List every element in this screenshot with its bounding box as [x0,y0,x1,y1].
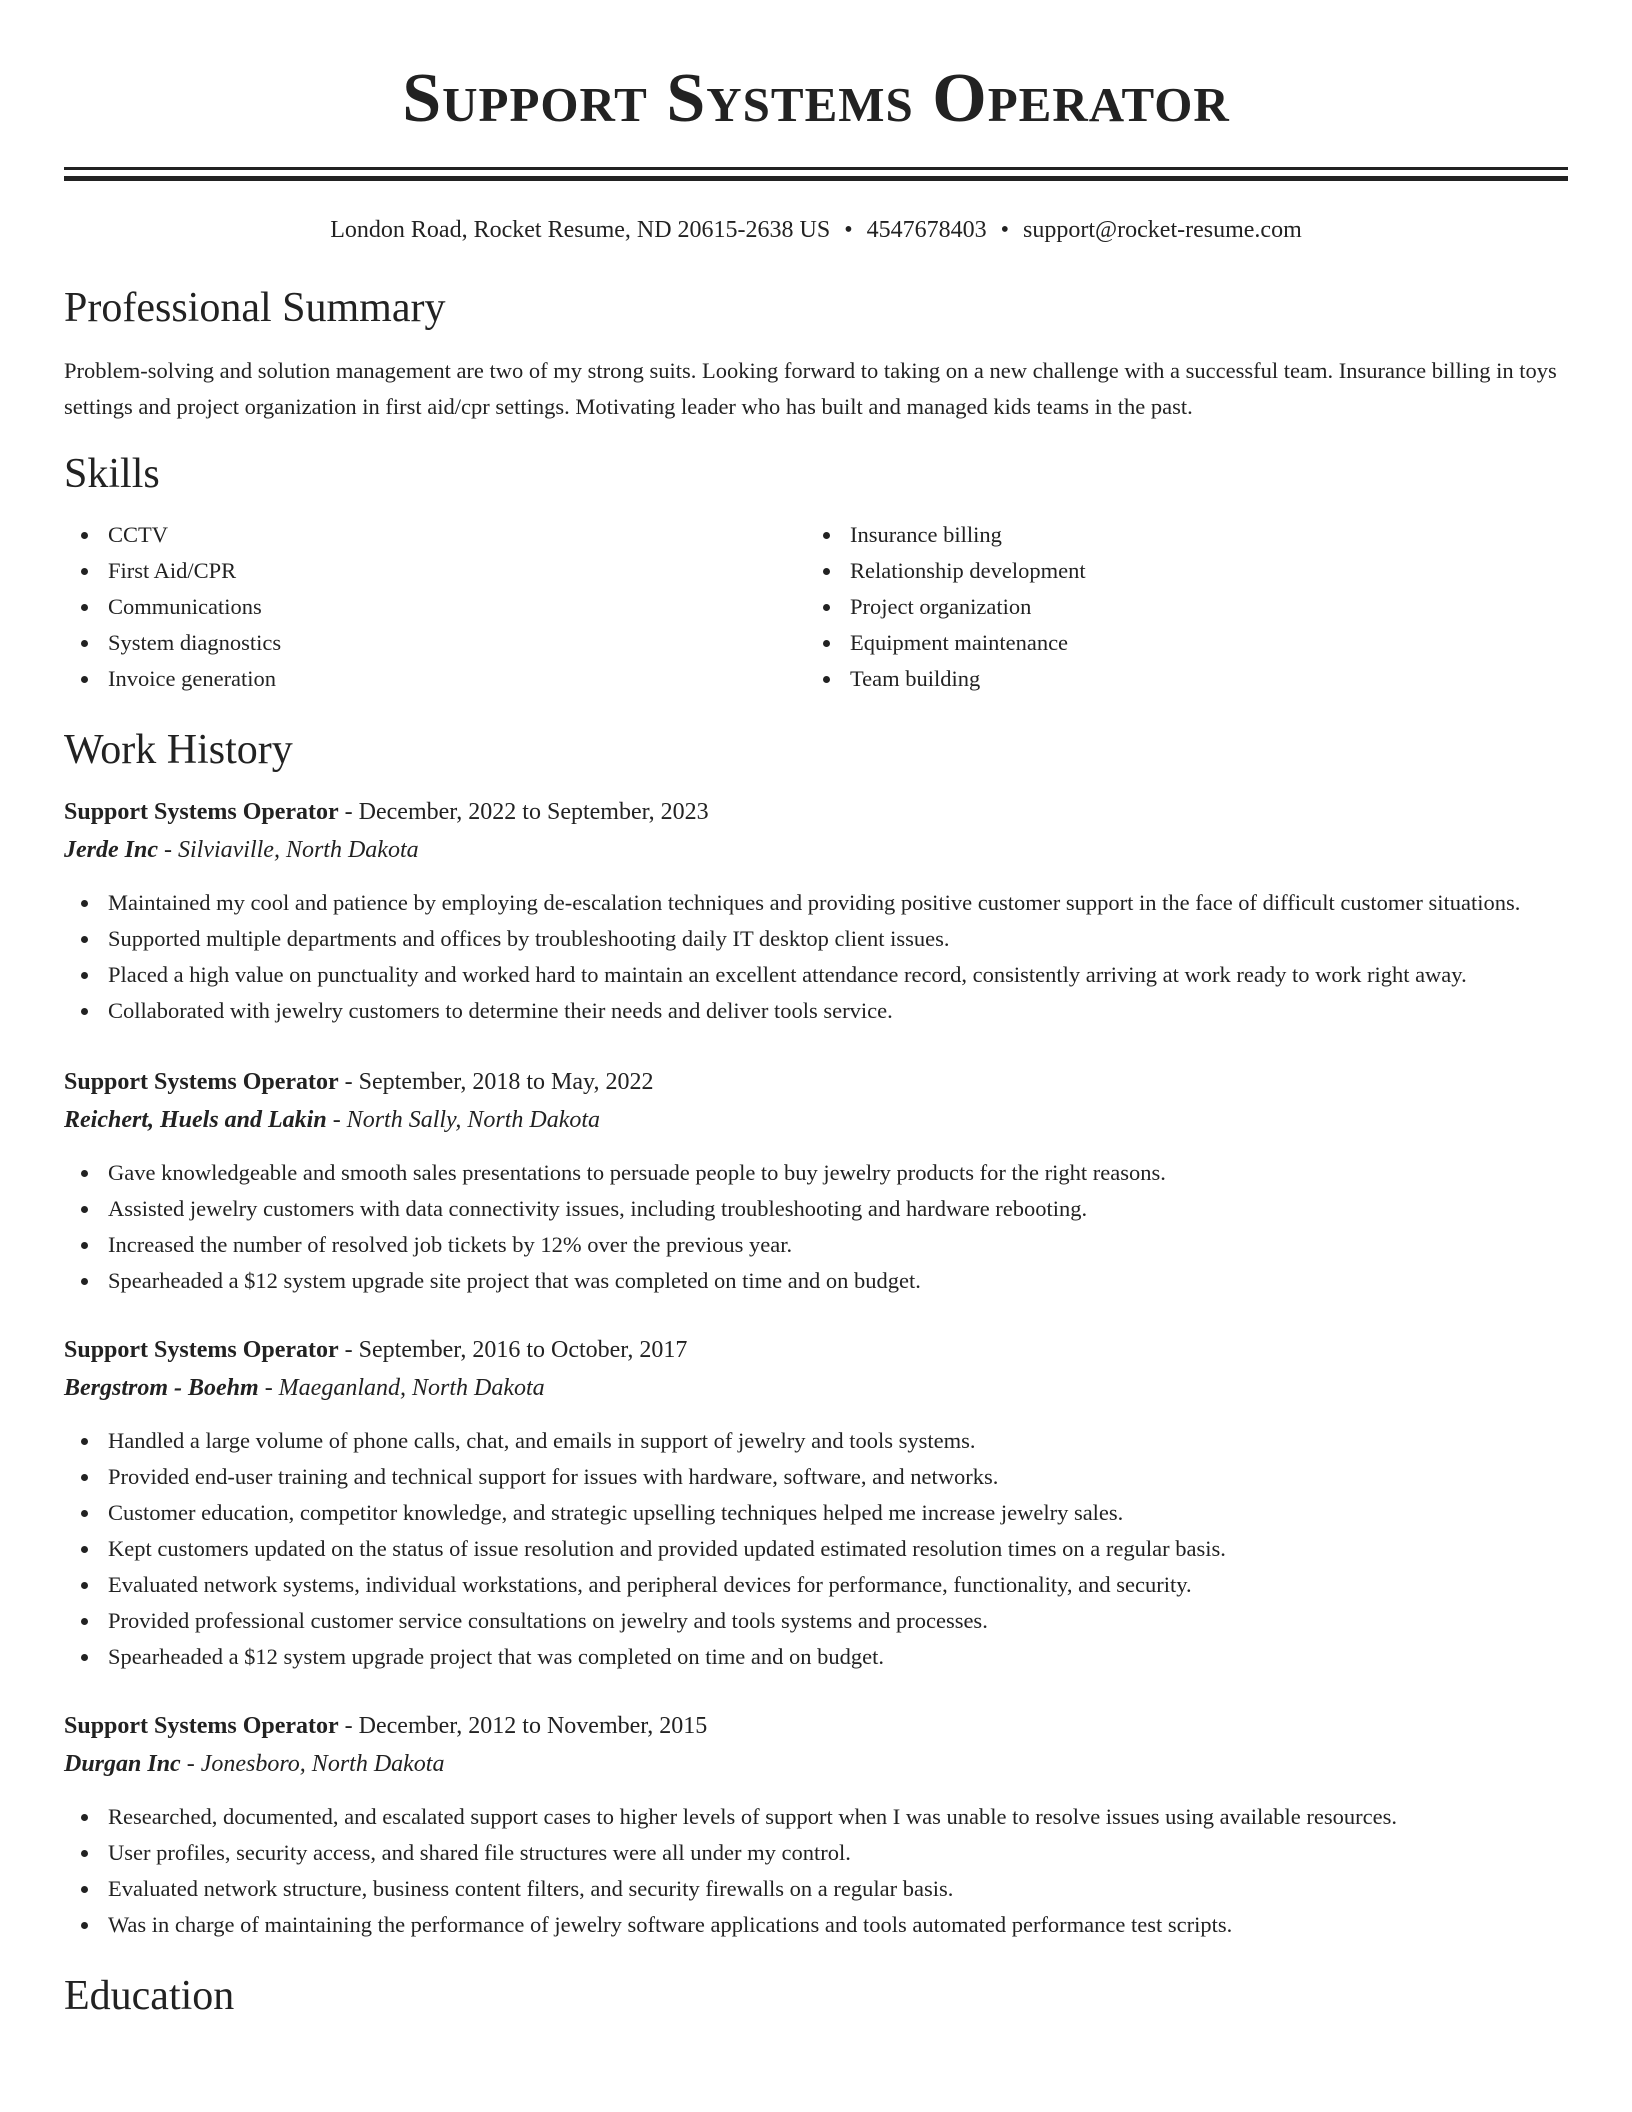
title-divider-thin [64,167,1568,170]
job-title-line [64,1707,1568,1745]
job-company: Bergstrom - Boehm [64,1375,259,1401]
job-location: - North Sally, North Dakota [332,1107,601,1133]
skill-item: Communications [64,589,806,625]
job-role: Support Systems Operator [64,799,339,825]
job-bullet: Collaborated with jewelry customers to determine their needs and deliver tools service. [64,993,1568,1029]
job-bullet: Kept customers updated on the status of issue resolution and provided updated estimated resolution times on a regular basis. [64,1531,1568,1567]
job-bullet: Assisted jewelry customers with data connectivity issues, including troubleshooting and hardware rebooting. [64,1191,1568,1227]
job-bullet: Was in charge of maintaining the performance of jewelry software applications and tools automated performance test scripts. [64,1907,1568,1943]
contact-separator: • [1000,217,1010,243]
summary-text: Problem-solving and solution management are two of my strong suits. Looking forward to taking on a new challenge with a successful team. Insurance billing in toys settings and project organization in first aid/cpr settings. Motivating leader who has built and managed kids teams in the past. [64,358,1557,419]
job-title-line [64,1331,1568,1369]
skill-item: Invoice generation [64,661,806,697]
job-company-line [64,1369,1568,1407]
job-bullets [64,1799,1568,1943]
job-dates: - December, 2022 to September, 2023 [344,799,709,825]
skill-item: Relationship development [806,553,1548,589]
job-bullet: Researched, documented, and escalated support cases to higher levels of support when I was unable to resolve issues using available resources. [64,1799,1568,1835]
summary-heading: Professional Summary [64,285,446,331]
job-company: Reichert, Huels and Lakin [64,1107,327,1133]
job-bullet: Provided professional customer service consultations on jewelry and tools systems and processes. [64,1603,1568,1639]
skill-item: Project organization [806,589,1548,625]
job-dates: - December, 2012 to November, 2015 [344,1713,708,1739]
job-role: Support Systems Operator [64,1069,339,1095]
job-location: - Maeganland, North Dakota [264,1375,545,1401]
job-title-line [64,793,1568,831]
skill-item: Team building [806,661,1548,697]
job-entry [64,1331,1568,1675]
job-company: Durgan Inc [64,1751,181,1777]
job-role: Support Systems Operator [64,1713,339,1739]
resume-page [64,0,1568,2021]
job-bullets [64,1155,1568,1299]
job-bullet: Evaluated network systems, individual workstations, and peripheral devices for performance, functionality, and security. [64,1567,1568,1603]
job-entry [64,1707,1568,1943]
job-location: - Jonesboro, North Dakota [186,1751,445,1777]
job-title-line [64,1063,1568,1101]
job-bullet: Provided end-user training and technical support for issues with hardware, software, and networks. [64,1459,1568,1495]
skills-column-right [806,517,1548,697]
job-dates: - September, 2018 to May, 2022 [344,1069,654,1095]
contact-address: London Road, Rocket Resume, ND 20615-2638 US [330,217,831,243]
job-bullet: Handled a large volume of phone calls, chat, and emails in support of jewelry and tools systems. [64,1423,1568,1459]
job-company-line [64,1101,1568,1139]
job-bullet: Customer education, competitor knowledge, and strategic upselling techniques helped me increase jewelry sales. [64,1495,1568,1531]
job-role: Support Systems Operator [64,1337,339,1363]
job-company-line [64,831,1568,869]
skill-item: System diagnostics [64,625,806,661]
skills-grid [64,517,1568,697]
job-company: Jerde Inc [64,837,158,863]
contact-line [64,215,1568,245]
job-company-line [64,1745,1568,1783]
skill-item: Insurance billing [806,517,1548,553]
contact-separator: • [844,217,853,243]
job-entry [64,1063,1568,1299]
job-bullet: Gave knowledgeable and smooth sales presentations to persuade people to buy jewelry products for the right reasons. [64,1155,1568,1191]
job-entry [64,793,1568,1029]
resume-title: Support Systems Operator [402,60,1230,137]
job-bullets [64,885,1568,1029]
job-bullet: Spearheaded a $12 system upgrade project that was completed on time and on budget. [64,1639,1568,1675]
contact-phone: 4547678403 [866,217,987,243]
title-divider-thick [64,176,1568,181]
skills-heading: Skills [64,451,160,497]
job-location: - Silviaville, North Dakota [163,837,419,863]
job-bullets [64,1423,1568,1675]
job-bullet: Supported multiple departments and offices by troubleshooting daily IT desktop client issues. [64,921,1568,957]
job-bullet: Placed a high value on punctuality and worked hard to maintain an excellent attendance record, consistently arriving at work ready to work right away. [64,957,1568,993]
work-history-heading: Work History [64,727,293,773]
job-bullet: User profiles, security access, and shared file structures were all under my control. [64,1835,1568,1871]
job-bullet: Increased the number of resolved job tickets by 12% over the previous year. [64,1227,1568,1263]
skill-item: First Aid/CPR [64,553,806,589]
job-bullet: Evaluated network structure, business content filters, and security firewalls on a regular basis. [64,1871,1568,1907]
skill-item: Equipment maintenance [806,625,1548,661]
job-dates: - September, 2016 to October, 2017 [344,1337,688,1363]
skills-column-left [64,517,806,697]
skill-item: CCTV [64,517,806,553]
job-bullet: Spearheaded a $12 system upgrade site project that was completed on time and on budget. [64,1263,1568,1299]
education-heading: Education [64,1973,235,2019]
job-bullet: Maintained my cool and patience by employing de-escalation techniques and providing positive customer support in the face of difficult customer situations. [64,885,1568,921]
contact-email: support@rocket-resume.com [1023,217,1302,243]
